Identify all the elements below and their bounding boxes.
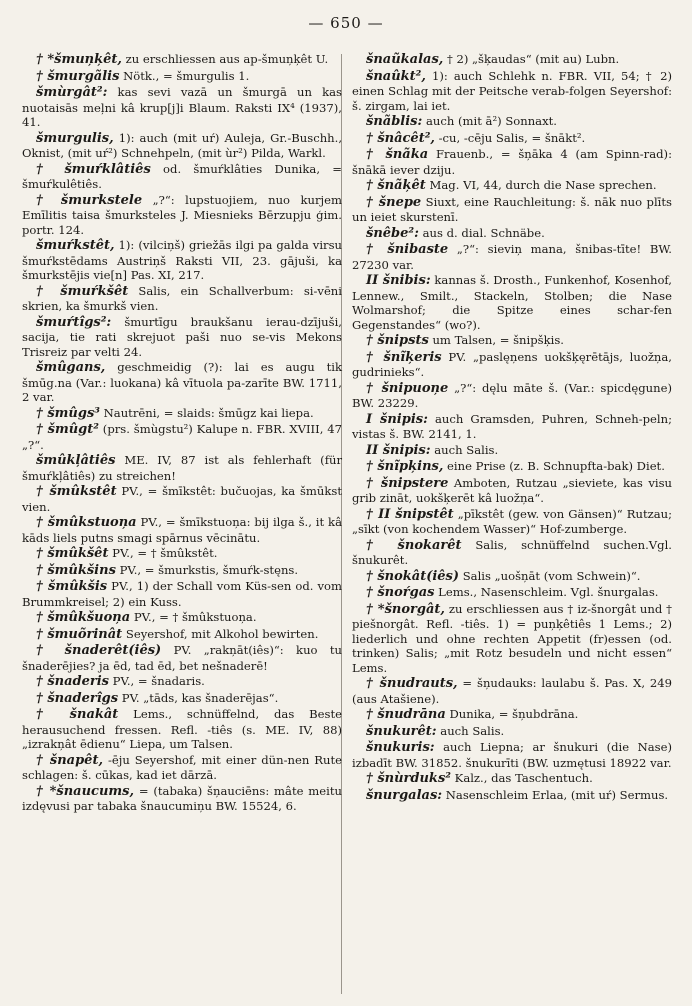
entry-text: um Talsen, = šnipšķis. — [428, 333, 564, 347]
entry-text: Kalz., das Taschentuch. — [450, 771, 593, 785]
entry-text: PV. „rakņāt(iês)“: kuo tu šnaderējies? ja ēd, tad ēd, bet nešnaderē! — [22, 643, 343, 673]
entry-headword: † šnĩpķins, — [366, 459, 444, 474]
entry-text: Seyershof, mit Alkohol bewirten. — [122, 626, 319, 641]
dictionary-entry — [352, 131, 672, 147]
entry-text: PV., = † šmûkstêt. — [108, 546, 218, 560]
entry-headword: † šmurkstele — [36, 192, 143, 208]
dictionary-entry — [22, 563, 342, 579]
dictionary-entry — [22, 162, 342, 192]
entry-headword: † šmuŕklâtiês — [36, 161, 151, 177]
entry-text: PV., 1) der Schall vom Küs-sen od. vom Brummkreisel; 2) ein Kuss. — [22, 579, 342, 609]
entry-text: „?“: lupstuojiem, nuo kurjem Emīlitis taisa šmurksteles J. Miesnieks Bērzupju ģim. portr. 124. — [22, 192, 342, 237]
entry-text: Salis, schnüffelnd suchen.Vgl. šnukurêt. — [352, 537, 672, 567]
dictionary-entry — [22, 579, 342, 609]
entry-text: Mag. VI, 44, durch die Nase sprechen. — [425, 178, 657, 192]
dictionary-entry — [22, 69, 342, 85]
entry-headword: II šnibis: — [366, 273, 431, 288]
dictionary-entry — [352, 771, 672, 787]
dictionary-entry — [22, 52, 342, 68]
dictionary-entry — [352, 350, 672, 380]
dictionary-entry — [352, 412, 672, 442]
dictionary-entry — [352, 740, 672, 770]
dictionary-entry — [352, 507, 672, 537]
dictionary-entry — [352, 443, 672, 459]
entry-text: eine Prise (z. B. Schnupfta-bak) Diet. — [443, 459, 665, 473]
dictionary-entry — [22, 484, 342, 514]
entry-headword: † šnoŕgas — [366, 585, 435, 600]
dictionary-entry — [352, 707, 672, 723]
entry-headword: † šnipstere — [366, 475, 449, 491]
dictionary-entry — [352, 195, 672, 225]
entry-text: 1): auch Schlehk n. FBR. VII, 54; † 2) einen Schlag mit der Peitsche verab-folgen Seyershof: š. zirgam, lai iet. — [352, 68, 672, 113]
dictionary-entry — [22, 753, 342, 783]
entry-text: aus d. dial. Schnäbe. — [418, 225, 545, 240]
dictionary-entry — [352, 724, 672, 740]
dictionary-entry — [352, 602, 672, 676]
entry-headword: † šmuŕkšêt — [36, 283, 129, 299]
entry-text: PV., = šmīkstuoņa: bij ilga š., it kâ kāds liels putns smagi spārnus vēcinātu. — [22, 515, 342, 545]
entry-headword: † šmûkšins — [36, 562, 116, 578]
entry-headword: † šmûkšuoņa — [36, 610, 131, 625]
dictionary-entry — [352, 538, 672, 568]
entry-headword: šnãblis: — [366, 114, 423, 129]
dictionary-entry — [22, 546, 342, 562]
entry-text: kannas š. Drosth., Funkenhof, Kosenhof, Lennew., Smilt., Stackeln, Stolben; die Nase Wolmarshof; die Spitze eines schar-fen Gegenstandes“ (wo?). — [352, 273, 672, 332]
entry-text: PV., = šmurkstis, šmuŕk-stęns. — [115, 562, 299, 577]
entry-text: zu erschliessen aus † iz-šnorgât und † piešnorgât. Refl. -tiês. 1) = puņķêtiês 1 Lems.; 2) liederlich und ohne rechten Appetit (fr)essen (od. trinken) Salis; „mit Rotz besudeln und nicht essen“ Lems. — [352, 601, 672, 675]
dictionary-entry — [22, 193, 342, 238]
entry-headword: † šnepe — [366, 194, 422, 210]
entry-text: geschmeidig (?): lai es augu tik šmūg.na (Var.: luokana) kâ vītuola pa-zarīte BW. 1711, 2 var. — [22, 360, 342, 404]
entry-headword: † šnãka — [366, 147, 429, 162]
entry-headword: † šnùrduks² — [366, 771, 451, 786]
entry-headword: † šnakât — [36, 707, 119, 722]
entry-headword: šnêbe²: — [366, 225, 419, 241]
entry-text: Nötk., = šmurgulis 1. — [119, 68, 250, 83]
entry-text: Lems., schnüffelnd, das Beste herausuchend fressen. Refl. -tiês (s. ME. IV, 88) „izrakņât ēdienu“ Liepa, um Talsen. — [22, 707, 342, 751]
entry-headword: † šmurgãlis — [36, 68, 120, 84]
entry-headword: † šmuõrinât — [36, 626, 123, 642]
entry-headword: šmùrgât²: — [36, 85, 108, 100]
entry-headword: † šnaderîgs — [36, 690, 119, 706]
entry-text: = (tabaka) šņauciēns: mâte meitu izdęvusi par tabaka šnaucumiņu BW. 15524, 6. — [22, 783, 342, 813]
entry-headword: † *šmuņķêt, — [36, 52, 122, 67]
entry-headword: † šnipuoņe — [366, 380, 449, 396]
entry-headword: † šnokarêt — [366, 537, 462, 553]
dictionary-entry — [22, 406, 342, 422]
dictionary-entry — [22, 238, 342, 283]
entry-headword: † šnibaste — [366, 242, 449, 257]
entry-headword: šnurgalas: — [366, 787, 443, 803]
entry-headword: šmûkļâtiês — [36, 453, 116, 468]
entry-headword: † šnâcêt², — [366, 130, 435, 146]
entry-text: auch Salis. — [436, 723, 505, 738]
entry-text: Frauenb., = šņāka 4 (am Spinn-rad): šnākā iever dziju. — [352, 147, 672, 177]
entry-headword: šnukurêt: — [366, 723, 437, 739]
entry-text: Salis, ein Schallverbum: si-vēni skrien, ka šmurkš vien. — [22, 283, 342, 313]
entry-text: = šņudauks: laulabu š. Pas. X, 249 (aus Atašiene). — [352, 676, 672, 706]
entry-headword: † šnãķêt — [366, 178, 426, 193]
dictionary-entry — [22, 85, 342, 130]
entry-text: (prs. šmùgstu²) Kalupe n. FBR. XVIII, 47 „?“. — [22, 422, 342, 452]
entry-headword: † šmûgt² — [36, 422, 99, 437]
entry-headword: II šnipis: — [366, 442, 431, 458]
entry-headword: † *šnorgât, — [366, 601, 445, 617]
dictionary-entry — [352, 178, 672, 194]
entry-text: auch Gramsden, Puhren, Schneh-peln; vistas š. BW. 2141, 1. — [352, 411, 672, 441]
entry-headword: † šnapêt, — [36, 752, 103, 768]
dictionary-entry — [22, 707, 342, 752]
entry-text: PV. „paslęņens uokšķęrētājs, luožņa, gudrinieks“. — [352, 349, 672, 379]
entry-text: „pīkstêt (gew. von Gänsen)“ Rutzau; „sīkt (von kochendem Wasser)“ Hof-zumberge. — [352, 506, 672, 536]
entry-text: PV., = šnadaris. — [109, 674, 205, 688]
entry-headword: † šnĩķeris — [366, 349, 442, 365]
entry-text: Salis „uošņāt (vom Schwein)“. — [459, 568, 641, 583]
entry-headword: šmuŕkstêt, — [36, 238, 115, 253]
page-number: — 650 — — [308, 14, 384, 32]
entry-text: -cu, -cēju Salis, = šnākt². — [434, 130, 586, 145]
entry-headword: † šmûkšêt — [36, 546, 109, 561]
entry-headword: šnaûkt², — [366, 68, 426, 84]
entry-headword: † šmûkstêt — [36, 484, 117, 499]
entry-text: Lems., Nasenschleim. Vgl. šnurgalas. — [434, 585, 659, 599]
entry-text: Dunika, = šņubdrāna. — [445, 707, 579, 721]
entry-text: kas sevi vazā un šmurgā un kas nuotaisās meļni kâ krup[j]i Blaum. Raksti IX⁴ (1937), 41. — [22, 85, 342, 129]
left-column — [22, 52, 342, 815]
dictionary-entry — [22, 610, 342, 626]
dictionary-entry — [22, 643, 342, 673]
entry-headword: šmûgans, — [36, 360, 106, 375]
dictionary-entry — [22, 422, 342, 452]
dictionary-entry — [352, 69, 672, 114]
entry-text: Nautrēni, = slaids: šmūgz kai liepa. — [99, 405, 314, 420]
entry-text: PV., = † šmûkstuoņa. — [130, 610, 257, 624]
dictionary-entry — [22, 674, 342, 690]
dictionary-entry — [352, 585, 672, 601]
entry-text: 1): auch (mit uŕ) Auleja, Gr.-Buschh., Oknist, (mit uŕ²) Schnehpeln, (mit ùr²) Pilda, Warkl. — [22, 130, 342, 160]
entry-text: auch (mit ā²) Sonnaxt. — [422, 114, 557, 128]
dictionary-entry — [352, 333, 672, 349]
entry-text: 1): (vilciņš) griežās ilgi pa galda virsu šmuŕkstēdams Austriņš Raksti VII, 23. gājuši, ka šmurkstējis vie[n] Pas. XI, 217. — [22, 238, 342, 282]
entry-text: PV. „tāds, kas šnaderējas“. — [118, 690, 279, 705]
dictionary-entry — [22, 784, 342, 814]
entry-headword: † šnaderêt(iês) — [36, 643, 162, 658]
entry-headword: † šmûgs³ — [36, 405, 100, 421]
dictionary-entry — [352, 226, 672, 242]
entry-headword: † šnudrāna — [366, 707, 446, 722]
entry-text: „?“: sieviņ mana, šnibas-tīte! BW. 27230 var. — [352, 242, 672, 272]
entry-headword: † šmûkšis — [36, 579, 108, 594]
dictionary-entry — [352, 273, 672, 332]
right-column — [352, 52, 672, 804]
entry-text: „?“: dęlu māte š. (Var.: spicdęgune) BW. 23229. — [352, 380, 673, 410]
entry-headword: šnukuris: — [366, 740, 435, 755]
dictionary-entry — [352, 676, 672, 706]
entry-text: šmurtīgu braukšanu ierau-dzījuši, sacija, tie rati skrejuot paši nuo se-vis Mekons Trisreiz par velti 24. — [22, 314, 342, 359]
dictionary-entry — [352, 52, 672, 68]
dictionary-entry — [22, 131, 342, 161]
entry-headword: † *šnaucums, — [36, 783, 134, 799]
entry-headword: † šnipsts — [366, 333, 429, 348]
entry-text: Nasenschleim Erlaa, (mit uŕ) Sermus. — [442, 787, 669, 802]
entry-text: auch Liepna; ar šnukuri (die Nase) izbadīt BW. 31852. šnukurīti (BW. uzmętusi 18922 var. — [352, 740, 672, 770]
entry-headword: šnaũkalas, — [366, 52, 444, 67]
entry-headword: † šnaderis — [36, 674, 109, 689]
dictionary-entry — [352, 242, 672, 272]
entry-headword: šmuŕtîgs²: — [36, 314, 112, 330]
entry-headword: šmurgulis, — [36, 130, 114, 146]
dictionary-entry — [22, 627, 342, 643]
dictionary-entry — [22, 515, 342, 545]
entry-headword: † II šnipstêt — [366, 506, 454, 522]
dictionary-entry — [352, 476, 672, 506]
dictionary-entry — [22, 284, 342, 314]
dictionary-entry — [352, 114, 672, 130]
entry-text: PV., = šmīkstêt: bučuojas, ka šmūkst vien. — [22, 484, 342, 514]
dictionary-entry — [352, 147, 672, 177]
dictionary-entry — [352, 381, 672, 411]
entry-text: Siuxt, eine Rauchleitung: š. nāk nuo plīts un ieiet skurstenī. — [352, 194, 672, 224]
entry-headword: I šnipis: — [366, 411, 428, 427]
dictionary-entry — [352, 569, 672, 585]
entry-headword: † šnokât(iês) — [366, 568, 460, 584]
entry-headword: † šnudrauts, — [366, 676, 458, 691]
entry-text: ME. IV, 87 ist als fehlerhaft (für šmuŕkļâtiês) zu streichen! — [22, 453, 342, 483]
dictionary-entry — [22, 360, 342, 405]
entry-text: od. šmuŕklâties Dunika, = šmuŕkulêtiês. — [22, 161, 342, 191]
entry-text: zu erschliessen aus ap-šmuņķêt U. — [121, 52, 329, 66]
dictionary-entry — [22, 691, 342, 707]
entry-text: Amboten, Rutzau „sieviete, kas visu grib zināt, uokšķerēt kâ luožņa“. — [352, 475, 672, 505]
entry-text: -ēju Seyershof, mit einer dün-nen Rute schlagen: š. cūkas, kad iet dārzā. — [22, 752, 342, 782]
dictionary-entry — [22, 453, 342, 483]
dictionary-entry — [22, 315, 342, 360]
dictionary-entry — [352, 788, 672, 804]
entry-text: auch Salis. — [430, 442, 499, 457]
dictionary-entry — [352, 459, 672, 475]
entry-text: † 2) „šķaudas“ (mit au) Lubn. — [443, 52, 620, 66]
entry-headword: † šmûkstuoņa — [36, 515, 137, 530]
